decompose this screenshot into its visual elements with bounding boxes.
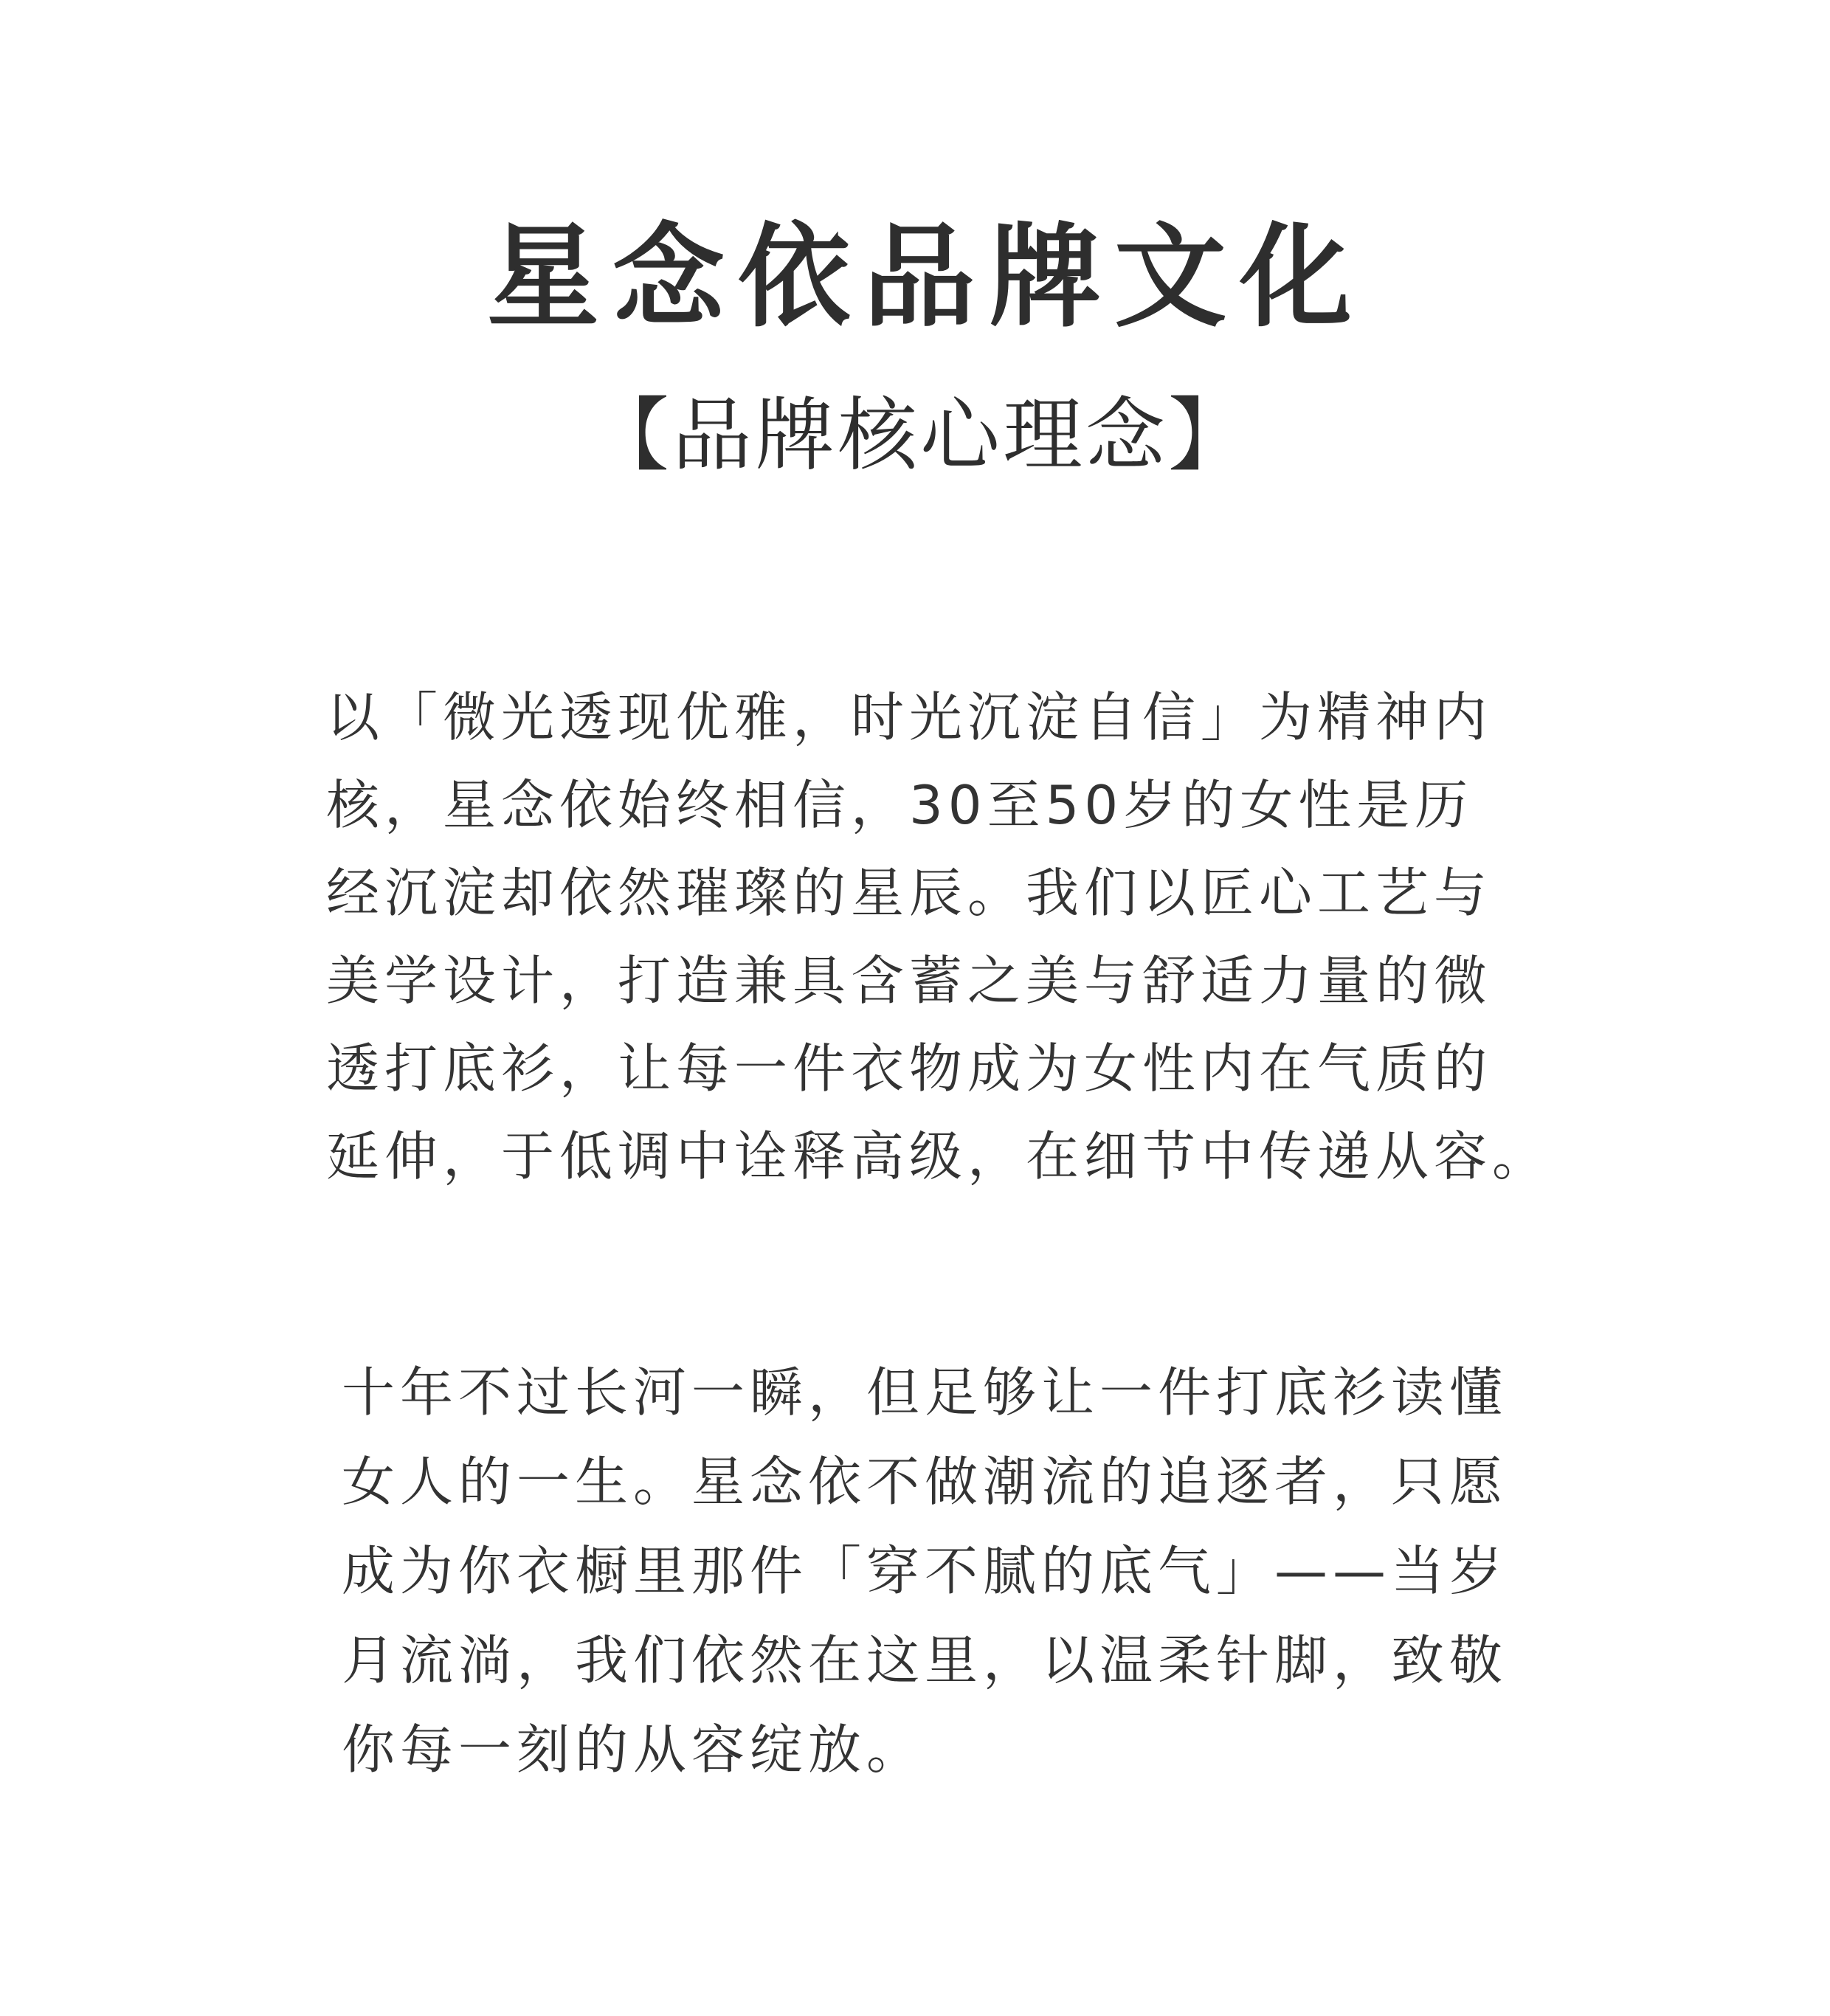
paragraph-line: 十年不过长河一瞬，但足够让一件打底衫读懂: [342, 1361, 1508, 1423]
brand-promise-paragraph: [342, 1348, 1508, 1795]
paragraph-line: 透打底衫，让每一件衣物成为女性内在气质的: [326, 1038, 1493, 1100]
brand-philosophy-paragraph: [326, 674, 1550, 1201]
paragraph-line: 你每一刻的从容绽放。: [342, 1719, 925, 1781]
paragraph-line: 经沉淀却依然璀璨的星辰。我们以匠心工艺与: [326, 862, 1493, 924]
paragraph-line: 美学设计，打造兼具含蓄之美与舒适力量的微: [326, 950, 1493, 1012]
paragraph-line: 成为你衣橱里那件「穿不腻的底气」——当岁: [342, 1540, 1508, 1602]
page-title: 星念依品牌文化: [487, 212, 1365, 342]
paragraph-line: 延伸，于低调中诠释高级，在细节中传递从容。: [326, 1125, 1551, 1187]
paragraph-line: 以「微光透现优雅，时光沉淀自信」为精神内: [326, 686, 1493, 748]
paragraph-line: 月流淌，我们依然在这里，以温柔针脚，致敬: [342, 1629, 1508, 1691]
paragraph-line: 核，星念依始终相信，30至50岁的女性是历: [326, 774, 1474, 836]
paragraph-line: 女人的一生。星念依不做潮流的追逐者，只愿: [342, 1451, 1508, 1513]
section-subtitle: 【品牌核心理念】: [589, 390, 1251, 482]
